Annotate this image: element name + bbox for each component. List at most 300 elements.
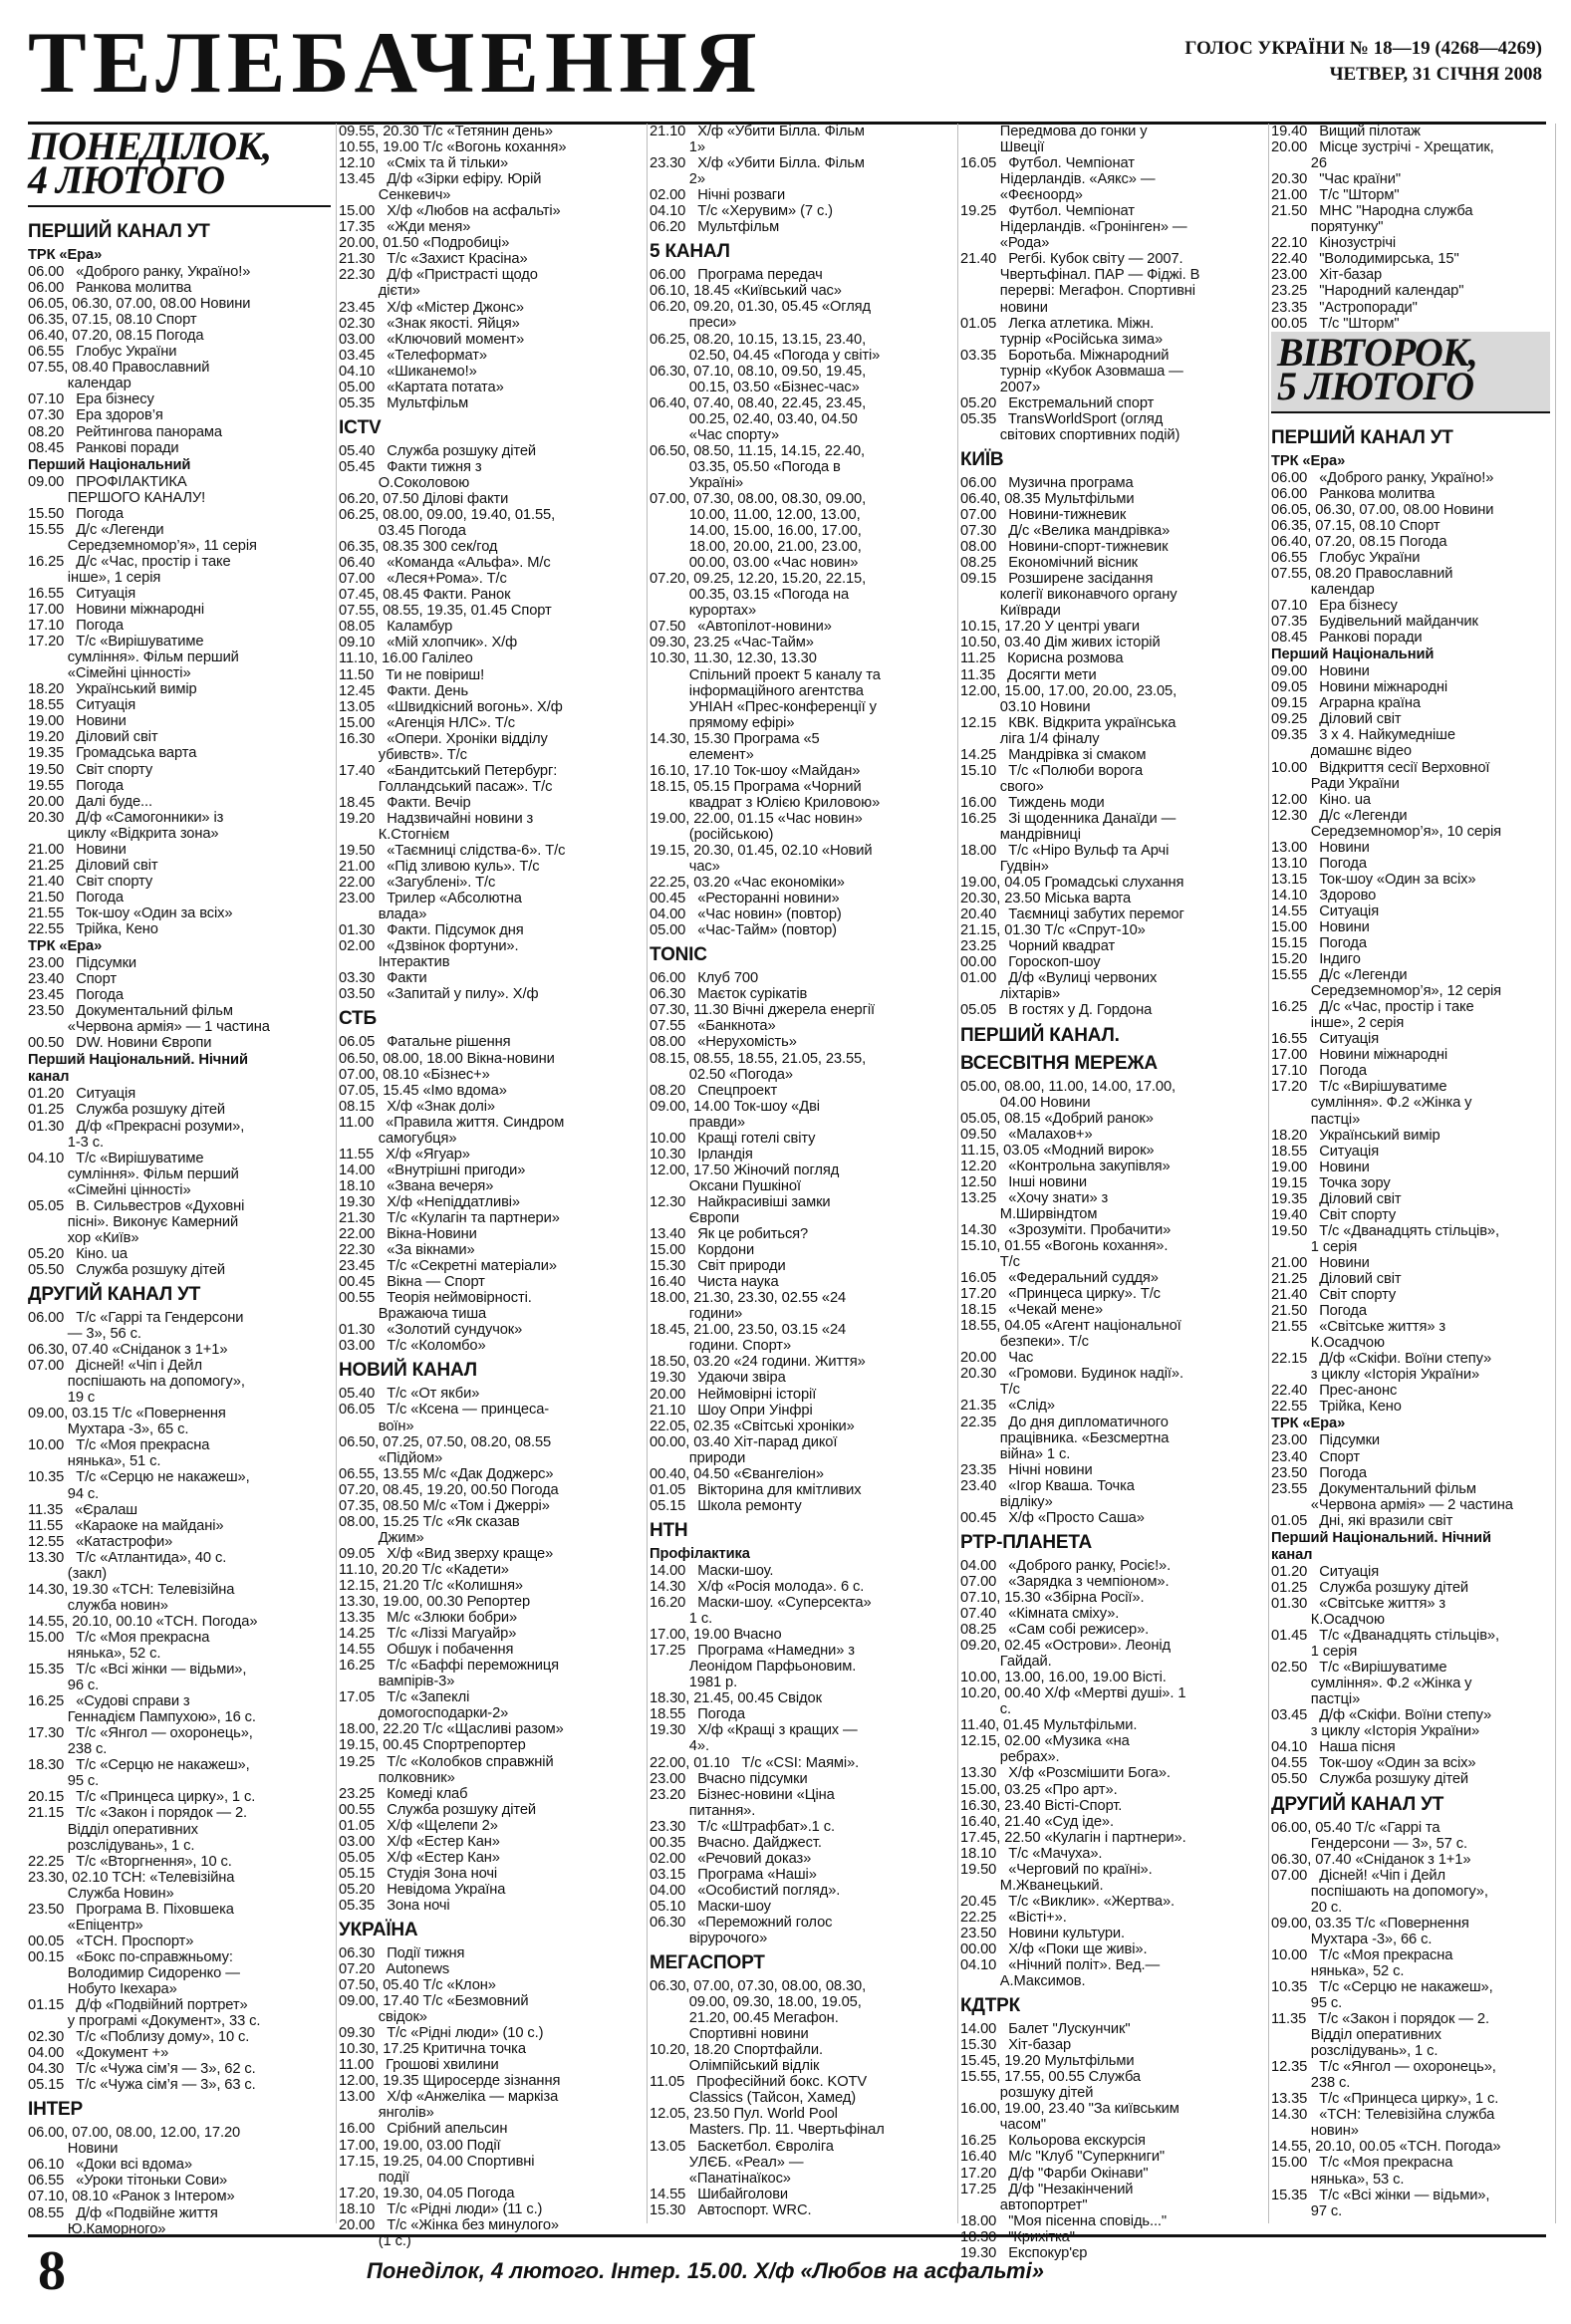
schedule-line: 21.35 «Слід» [960, 1398, 1055, 1415]
schedule-line: 06.25, 08.20, 10.15, 13.15, 23.40, [650, 331, 867, 348]
schedule-line: 22.00 «Загублені». Т/с [339, 875, 496, 892]
schedule-line: 15.00, 03.25 «Про арт». [960, 1781, 1118, 1798]
schedule-line: 06.40, 07.40, 08.40, 22.45, 23.45, [650, 394, 867, 411]
schedule-line: 05.50 Служба розшуку дітей [28, 1261, 226, 1278]
schedule-line: 22.25 «Вісті+». [960, 1909, 1067, 1926]
schedule-line: 10.30, 17.25 Критична точка [339, 2041, 526, 2058]
schedule-line: 23.45 Погода [28, 987, 124, 1004]
block-heading: канал [28, 1069, 70, 1086]
schedule-line: 06.30, 07.40 «Сніданок з 1+1» [1271, 1851, 1471, 1868]
schedule-line: нянька», 52 с. [1271, 1962, 1405, 1979]
schedule-line: 21.50 МНС "Народна служба [1271, 203, 1473, 220]
schedule-line: Мухтара -3», 65 с. [28, 1421, 189, 1438]
schedule-line: 14.30 «Зрозуміти. Пробачити» [960, 1221, 1172, 1238]
schedule-line: Мухтара -3», 66 с. [1271, 1931, 1433, 1947]
schedule-line: 00.25, 02.40, 03.40, 04.50 [650, 410, 858, 427]
schedule-line: 16.30 «Опери. Хроніки відділу [339, 730, 548, 747]
schedule-line: дієти» [339, 283, 420, 300]
schedule-line: нянька», 52 с. [28, 1645, 161, 1662]
schedule-line: 21.00 «Під зливою куль». Т/с [339, 859, 540, 876]
schedule-line: 21.55 Ток-шоу «Один за всіх» [28, 904, 233, 921]
schedule-line: 13.35 М/с «Злюки бобри» [339, 1610, 518, 1627]
schedule-line: 01.05 Х/ф «Щелепи 2» [339, 1817, 498, 1834]
schedule-line: «Епіцентр» [28, 1917, 143, 1934]
schedule-line: 08.05 Каламбур [339, 619, 453, 636]
schedule-line: Геннадієм Пампухою», 16 с. [28, 1709, 256, 1726]
schedule-line: 01.20 Ситуація [28, 1086, 136, 1103]
block-heading: Профілактика [650, 1545, 750, 1562]
schedule-line: 21.00 Новини [1271, 1254, 1370, 1271]
schedule-line: 19.40 Світ спорту [1271, 1206, 1397, 1223]
channel-heading: TONIC [650, 944, 707, 966]
schedule-line: 06.00 Програма передач [650, 267, 823, 284]
schedule-line: 07.00 Дісней! «Чіп і Дейл [28, 1358, 202, 1375]
schedule-line: 00.55 Служба розшуку дітей [339, 1801, 537, 1818]
schedule-line: Гайдай. [960, 1654, 1052, 1671]
channel-heading: МЕГАСПОРТ [650, 1952, 765, 1974]
schedule-line: 05.15 Т/с «Чужа сім’я — 3», 63 с. [28, 2077, 256, 2094]
schedule-line: 16.55 Ситуація [1271, 1031, 1380, 1048]
channel-heading: НТН [650, 1519, 688, 1541]
schedule-line: 07.00, 08.10 «Бізнес+» [339, 1066, 490, 1083]
schedule-line: домашнє відео [1271, 743, 1412, 760]
schedule-line: 10.15, 17.20 У центрі уваги [960, 619, 1140, 636]
schedule-line: 08.15 Х/ф «Знак долі» [339, 1098, 495, 1115]
channel-heading: РТР-ПЛАНЕТА [960, 1531, 1093, 1553]
schedule-line: новини [960, 299, 1048, 316]
schedule-line: Леонідом Парфьоновим. [650, 1659, 857, 1676]
schedule-line: Відділ оперативних [1271, 2027, 1441, 2044]
schedule-line: 10.55, 19.00 Т/с «Вогонь кохання» [339, 139, 567, 156]
schedule-line: 20.00, 01.50 «Подробиці» [339, 235, 510, 252]
publication-line: ГОЛОС УКРАЇНИ № 18—19 (4268—4269) [1184, 38, 1542, 59]
schedule-line: 08.00 Новини-спорт-тижневик [960, 539, 1169, 556]
schedule-line: 01.30 «Золотий сундучок» [339, 1322, 523, 1339]
schedule-line: УНІАН «Прес-конференції у [650, 698, 877, 715]
schedule-line: 10.50, 03.40 Дім живих історій [960, 635, 1161, 651]
schedule-line: 00.45 Вікна — Спорт [339, 1274, 485, 1291]
schedule-line: 19.00, 22.00, 01.15 «Час новин» [650, 810, 863, 827]
schedule-line: 05.35 Мультфільм [339, 394, 469, 411]
schedule-line: 03.45 Д/ф «Скіфи. Воїни степу» [1271, 1707, 1492, 1724]
schedule-line: 11.25 Корисна розмова [960, 650, 1124, 667]
schedule-line: ліга 1/4 фіналу [960, 730, 1100, 747]
schedule-line: 13.45 Д/ф «Зірки ефіру. Юрій [339, 171, 542, 188]
schedule-line: 18.00, 21.30, 23.30, 02.55 «24 [650, 1290, 847, 1307]
channel-heading: ДРУГИЙ КАНАЛ УТ [28, 1284, 201, 1305]
schedule-line: 07.20, 09.25, 12.20, 15.20, 22.15, [650, 571, 867, 588]
schedule-line: 07.40 «Кімната сміху». [960, 1605, 1120, 1622]
schedule-line: 01.45 Т/с «Дванадцять стільців», [1271, 1628, 1499, 1645]
schedule-line: 01.20 Ситуація [1271, 1563, 1380, 1580]
schedule-line: 06.00, 07.00, 08.00, 12.00, 17.20 [28, 2125, 241, 2142]
schedule-line: 15.35 Т/с «Всі жінки — відьми», [28, 1662, 247, 1678]
schedule-line: 10.20, 00.40 Х/ф «Мертві душі». 1 [960, 1685, 1186, 1702]
schedule-line: 16.00 Срібний апельсин [339, 2121, 508, 2138]
schedule-line: сумління». Ф.2 «Жінка у [1271, 1676, 1472, 1692]
schedule-line: 14.00, 15.00, 16.00, 17.00, [650, 523, 862, 540]
schedule-line: 19.30 Х/ф «Непіддатливі» [339, 1193, 520, 1210]
schedule-line: 06.55 «Уроки тітоньки Сови» [28, 2173, 228, 2190]
schedule-line: 18.10 Т/с «Рідні люди» (11 с.) [339, 2200, 543, 2217]
schedule-line: інформаційного агентства [650, 682, 864, 699]
schedule-line: перерві: Мегафон. Спортивні [960, 283, 1195, 300]
schedule-line: 22.25, 03.20 «Час економіки» [650, 875, 845, 892]
schedule-line: «Сімейні цінності» [28, 665, 191, 682]
schedule-line: 16.05 Футбол. Чемпіонат [960, 155, 1135, 172]
block-heading: Перший Національний [1271, 646, 1435, 663]
schedule-line: 23.50 Документальний фільм [28, 1003, 233, 1020]
schedule-line: 14.30 «ТСН: Телевізійна служба [1271, 2107, 1495, 2124]
schedule-line: 15.55, 17.55, 00.55 Служба [960, 2069, 1141, 2086]
schedule-line: Середземномор’я», 12 серія [1271, 983, 1501, 1000]
schedule-line: 03.15 Програма «Наші» [650, 1866, 817, 1883]
schedule-line: 01.30 Д/ф «Прекрасні розуми», [28, 1118, 245, 1135]
schedule-line: 16.40 М/с "Клуб "Суперкниги" [960, 2149, 1166, 2166]
schedule-line: 11.50 Ти не повіриш! [339, 666, 485, 683]
schedule-line: Інтерактив [339, 954, 450, 971]
schedule-line: К.Стогнієм [339, 826, 450, 843]
schedule-line: 18.50, 03.20 «24 години. Життя» [650, 1354, 866, 1371]
schedule-line: 03.35, 05.50 «Погода в [650, 458, 841, 475]
schedule-line: 12.30 Д/с «Легенди [1271, 807, 1408, 824]
schedule-line: вампірів-3» [339, 1674, 455, 1690]
schedule-line: 04.10 Наша пісня [1271, 1739, 1396, 1756]
schedule-line: Середземномор’я», 10 серія [1271, 823, 1501, 840]
schedule-line: прямому ефірі» [650, 714, 795, 731]
schedule-line: 06.30, 07.00, 07.30, 08.00, 08.30, [650, 1978, 867, 1995]
schedule-line: 16.05 «Федеральний суддя» [960, 1270, 1159, 1287]
schedule-line: 00.45 Х/ф «Просто Саша» [960, 1509, 1145, 1526]
tv-schedule-grid [28, 124, 1550, 2261]
schedule-line: 12.50 Інші новини [960, 1173, 1088, 1190]
schedule-line: 16.00, 19.00, 23.40 "За київським [960, 2101, 1179, 2118]
schedule-line: безпеки». Т/с [960, 1334, 1089, 1351]
schedule-line: 22.30 «За вікнами» [339, 1242, 475, 1259]
schedule-line: Володимир Сидоренко — [28, 1964, 240, 1981]
schedule-line: 09.15 Розширене засідання [960, 571, 1154, 588]
schedule-line: 19.00 Новини [28, 713, 127, 730]
schedule-line: 06.05, 06.30, 07.00, 08.00 Новини [1271, 501, 1494, 518]
schedule-line: 23.55 Документальний фільм [1271, 1480, 1476, 1497]
schedule-line: 00.05 Т/с "Шторм" [1271, 315, 1400, 332]
channel-heading: НОВИЙ КАНАЛ [339, 1360, 477, 1382]
schedule-line: 19.50 Т/с «Дванадцять стільців», [1271, 1222, 1499, 1239]
schedule-line: 22.55 Трійка, Кено [28, 920, 158, 937]
schedule-line: 21.30 Т/с «Захист Красіна» [339, 251, 528, 268]
schedule-line: 18.00, 22.20 Т/с «Щасливі разом» [339, 1721, 564, 1738]
page-footer [28, 2234, 1546, 2307]
schedule-line: 03.45 Погода [339, 523, 466, 540]
schedule-line: 04.00 «Особистий погляд». [650, 1882, 841, 1899]
schedule-line: Середземномор’я», 11 серія [28, 537, 257, 554]
schedule-line: 23.45 Х/ф «Містер Джонс» [339, 299, 524, 316]
schedule-line: 07.35, 08.50 М/с «Том і Джеррі» [339, 1497, 550, 1514]
schedule-line: Гендерсони — 3», 57 с. [1271, 1835, 1467, 1852]
schedule-line: 08.25 Економічний вісник [960, 555, 1138, 572]
schedule-line: ребрах». [960, 1749, 1060, 1766]
channel-heading: КИЇВ [960, 448, 1004, 470]
schedule-line: 12.35 Т/с «Янгол — охоронець», [1271, 2059, 1496, 2076]
schedule-line: Олімпійський відлік [650, 2058, 820, 2075]
schedule-line: 05.05 В гостях у Д. Гордона [960, 1002, 1153, 1019]
schedule-line: 06.30 Маєток сурікатів [650, 986, 808, 1003]
schedule-line: 03.00 «Ключовий момент» [339, 331, 525, 348]
schedule-line: 13.25 «Хочу знати» з [960, 1189, 1109, 1206]
schedule-line: Відділ оперативних [28, 1821, 198, 1838]
schedule-line: 23.00 Трилер «Абсолютна [339, 891, 522, 907]
schedule-line: 02.50 «Погода» [650, 1066, 793, 1083]
schedule-line: 20.45 Т/с «Виклик». «Жертва». [960, 1893, 1176, 1910]
schedule-line: 06.40, 07.20, 08.15 Погода [28, 328, 204, 345]
schedule-line: 12.15, 21.20 Т/с «Колишня» [339, 1577, 523, 1594]
schedule-line: 23.30 Т/с «Штрафбат».1 с. [650, 1818, 835, 1835]
schedule-line: 1-3 с. [28, 1134, 104, 1151]
schedule-line: 19.20 Діловий світ [28, 729, 158, 746]
block-heading: ТРК «Ера» [1271, 1416, 1346, 1432]
schedule-line: календар [1271, 581, 1375, 598]
schedule-line: 01.05 Легка атлетика. Міжн. [960, 315, 1155, 332]
schedule-line: 08.20 Рейтингова панорама [28, 423, 222, 440]
schedule-line: події [339, 2169, 410, 2186]
schedule-line: 10.00, 13.00, 16.00, 19.00 Вісті. [960, 1670, 1167, 1686]
schedule-line: 23.20 Бізнес-новини «Ціна [650, 1786, 835, 1803]
block-heading: ТРК «Ера» [1271, 452, 1346, 469]
schedule-line: 15.10 Т/с «Полюби ворога [960, 762, 1144, 779]
schedule-line: 19.25 Футбол. Чемпіонат [960, 203, 1135, 220]
channel-heading: УКРАЇНА [339, 1919, 418, 1940]
masthead [28, 15, 1546, 125]
schedule-line: Джим» [339, 1529, 424, 1546]
schedule-line: М.Ширвіндтом [960, 1205, 1098, 1222]
schedule-line: 22.40 Прес-анонс [1271, 1383, 1398, 1400]
schedule-line: 11.10, 20.20 Т/с «Кадети» [339, 1561, 509, 1578]
schedule-line: пісні». Виконує Камерний [28, 1213, 239, 1230]
schedule-line: 12.55 «Катастрофи» [28, 1533, 173, 1550]
schedule-line: 01.15 Д/ф «Подвійний портрет» [28, 1997, 248, 2014]
schedule-line: 15.30 Хіт-базар [960, 2037, 1072, 2054]
schedule-line: 06.25, 08.00, 09.00, 19.40, 01.55, [339, 507, 556, 524]
block-heading: ТРК «Ера» [28, 247, 103, 263]
masthead-info [1184, 36, 1542, 88]
channel-heading: ПЕРШИЙ КАНАЛ УТ [1271, 426, 1453, 448]
schedule-line: 12.00, 19.35 Щиросерде зізнання [339, 2073, 561, 2090]
schedule-line: 18.30 "Крихітка" [960, 2228, 1075, 2245]
schedule-line: 23.30, 02.10 ТСН: «Телевізійна [28, 1869, 235, 1886]
schedule-line: працівника. «Безсмертна [960, 1429, 1170, 1446]
schedule-line: О.Соколовою [339, 474, 470, 491]
schedule-line: 22.00, 01.10 Т/с «CSI: Маямі». [650, 1754, 860, 1771]
schedule-line: 04.00 «Час новин» (повтор) [650, 906, 842, 923]
schedule-line: 17.00 Новини міжнародні [1271, 1047, 1448, 1064]
schedule-line: полковник» [339, 1769, 455, 1786]
schedule-line: «Феєноорд» [960, 187, 1083, 204]
schedule-line: 23.25 Чорний квадрат [960, 938, 1116, 955]
schedule-line: 06.40 «Команда «Альфа». М/с [339, 555, 551, 572]
schedule-line: 17.20 Д/ф "Фарби Окінави" [960, 2165, 1149, 2182]
schedule-line: 21.40 Світ спорту [28, 873, 153, 890]
day-heading: ВІВТОРОК, 5 ЛЮТОГО [1271, 332, 1550, 413]
schedule-line: 05.10 Маски-шоу [650, 1898, 771, 1915]
schedule-line: 19.50 Світ спорту [28, 761, 153, 778]
schedule-line: 00.05 «ТСН. Проспорт» [28, 1933, 194, 1949]
schedule-line: 15.00 Т/с «Моя прекрасна [28, 1629, 210, 1646]
schedule-line: розслідувань», 1 с. [1271, 2043, 1439, 2060]
schedule-line: 15.00 Х/ф «Любов на асфальті» [339, 203, 561, 220]
schedule-line: Нідерландів. «Гронінген» — [960, 219, 1187, 236]
schedule-line: 08.20 Спецпроект [650, 1082, 778, 1099]
schedule-line: 00.00 Гороскоп-шоу [960, 954, 1101, 971]
schedule-line: 06.30, 07.10, 08.10, 09.50, 19.45, [650, 363, 867, 380]
schedule-line: 05.20 Кіно. ua [28, 1245, 128, 1262]
schedule-line: 15.55 Д/с «Легенди [28, 521, 164, 538]
schedule-line: часом" [960, 2117, 1047, 2134]
schedule-line: 1 с. [650, 1611, 713, 1628]
schedule-line: 16.25 «Судові справи з [28, 1693, 190, 1710]
schedule-line: світових спортивних подій) [960, 426, 1180, 443]
channel-heading: КДТРК [960, 1995, 1021, 2017]
schedule-line: 06.50, 08.50, 11.15, 14.15, 22.40, [650, 442, 866, 459]
issue-date: ЧЕТВЕР, 31 СІЧНЯ 2008 [1329, 64, 1542, 85]
schedule-line: з циклу «Історія України» [1271, 1723, 1480, 1740]
schedule-line: 12.00, 17.50 Жіночий погляд [650, 1162, 840, 1178]
schedule-line: Нідерландів. «Аякс» — [960, 171, 1156, 188]
schedule-line: «Рода» [960, 235, 1050, 252]
schedule-line: 07.20 Autonews [339, 1961, 450, 1978]
schedule-line: 18.45 Факти. Вечір [339, 794, 471, 811]
schedule-line: 21.25 Діловий світ [1271, 1271, 1402, 1287]
schedule-line: Спільний проект 5 каналу та [650, 666, 881, 683]
schedule-line: 20.15 Т/с «Принцеса цирку», 1 с. [28, 1789, 256, 1806]
schedule-line: 21.10 Х/ф «Убити Білла. Фільм [650, 124, 865, 139]
schedule-line: 06.30, 07.40 «Сніданок з 1+1» [28, 1342, 228, 1359]
schedule-line: 94 с. [28, 1485, 100, 1502]
schedule-line: 07.00 «Леся+Рома». Т/с [339, 571, 507, 588]
schedule-line: Оксани Пушкіної [650, 1177, 801, 1194]
schedule-line: 17.25 Д/ф "Незакінчений [960, 2181, 1134, 2197]
schedule-line: час» [650, 859, 720, 876]
schedule-line: 18.10 Т/с «Мачуха». [960, 1845, 1103, 1862]
schedule-line: 06.00 Клуб 700 [650, 970, 759, 987]
schedule-column-4 [960, 124, 1263, 2261]
schedule-line: 18.20 Український вимір [28, 681, 197, 698]
schedule-line: 16.20 Маски-шоу. «Суперсекта» [650, 1595, 872, 1612]
schedule-line: 05.00 «Картата потата» [339, 379, 504, 395]
schedule-line: 95 с. [1271, 1995, 1343, 2012]
schedule-line: 00.35, 03.15 «Погода на [650, 587, 850, 604]
schedule-line: 16.40 Чиста наука [650, 1274, 779, 1291]
schedule-line: 14.30, 15.30 Програма «5 [650, 730, 820, 747]
schedule-line: 23.45 Т/с «Секретні матеріали» [339, 1258, 557, 1275]
schedule-line: 26 [1271, 155, 1327, 172]
schedule-line: 22.05, 02.35 «Світські хроніки» [650, 1418, 855, 1434]
schedule-line: янголів» [339, 2105, 434, 2122]
schedule-line: 09.30, 23.25 «Час-Тайм» [650, 635, 814, 651]
schedule-line: 09.25 Діловий світ [1271, 711, 1402, 728]
schedule-line: 05.45 Факти тижня з [339, 458, 482, 475]
schedule-line: 02.00 Нічні розваги [650, 187, 786, 204]
schedule-line: 18.55 Погода [650, 1706, 745, 1723]
schedule-line: Передмова до гонки у [960, 124, 1148, 139]
schedule-line: години. Спорт» [650, 1338, 792, 1355]
schedule-line: Спортивні новини [650, 2026, 809, 2043]
schedule-line: 12.15, 02.00 «Музика «на [960, 1733, 1130, 1750]
schedule-line: «Червона армія» — 2 частина [1271, 1496, 1513, 1513]
schedule-line: Чвертьфінал. ПАР — Фіджі. В [960, 267, 1200, 284]
schedule-line: 01.05 Вікторина для кмітливих [650, 1481, 862, 1498]
schedule-line: новин» [1271, 2123, 1359, 2140]
schedule-line: 09.00, 17.40 Т/с «Безмовний [339, 1993, 529, 2010]
schedule-line: 00.55 Теорія неймовірності. [339, 1290, 532, 1307]
schedule-line: 21.00 Новини [28, 841, 127, 858]
schedule-line: 06.10 «Доки всі вдома» [28, 2157, 192, 2174]
schedule-line: турнір «Російська зима» [960, 331, 1164, 348]
schedule-line: 12.45 Факти. День [339, 682, 468, 699]
schedule-line: 11.05 Професійний бокс. KOTV [650, 2074, 868, 2091]
schedule-line: 21.50 Погода [28, 889, 124, 905]
schedule-line: 07.30, 11.30 Вічні джерела енергії [650, 1002, 875, 1019]
schedule-line: 06.50, 08.00, 18.00 Вікна-новини [339, 1050, 555, 1067]
schedule-line: 17.15, 19.25, 04.00 Спортивні [339, 2153, 535, 2170]
schedule-line: 18.30 Т/с «Серцю не накажеш», [28, 1757, 250, 1774]
schedule-line: 13.30 Т/с «Атлантида», 40 с. [28, 1549, 227, 1566]
schedule-line: 19.35 Діловий світ [1271, 1190, 1402, 1207]
schedule-line: 18.00 "Моя пісенна сповідь..." [960, 2212, 1168, 2229]
schedule-line: 18.00, 20.00, 21.00, 23.00, [650, 539, 862, 556]
schedule-line: 11.35 Досягти мети [960, 666, 1097, 683]
schedule-line: 07.35 Будівельний майданчик [1271, 614, 1478, 631]
schedule-line: 17.20 «Принцеса цирку». Т/с [960, 1286, 1161, 1303]
schedule-line: 07.05, 15.45 «Імо вдома» [339, 1082, 507, 1099]
schedule-line: 20.00 Далі буде... [28, 793, 152, 810]
schedule-line: мандрівниці [960, 826, 1081, 843]
schedule-line: 18.55 Ситуація [1271, 1143, 1380, 1160]
section-title: ТЕЛЕБАЧЕННЯ [28, 15, 763, 112]
schedule-line: 14.55 Обшук і побачення [339, 1642, 514, 1659]
schedule-line: 04.55 Ток-шоу «Один за всіх» [1271, 1755, 1476, 1772]
schedule-line: 11.55 «Караоке на майдані» [28, 1517, 224, 1534]
schedule-line: 05.00, 08.00, 11.00, 14.00, 17.00, [960, 1078, 1177, 1095]
schedule-line: 17.05 Т/с «Запеклі [339, 1689, 470, 1706]
schedule-line: 23.50 Програма В. Піховшека [28, 1901, 234, 1918]
schedule-line: 08.00, 15.25 Т/с «Як сказав [339, 1513, 520, 1530]
schedule-line: 21.15 Т/с «Закон і порядок — 2. [28, 1805, 248, 1822]
schedule-line: 23.00 Підсумки [28, 955, 137, 972]
schedule-line: 1 серія [1271, 1238, 1358, 1255]
schedule-line: 04.10 Т/с «Херувим» (7 с.) [650, 203, 833, 220]
schedule-line: 20.30 Д/ф «Самогонники» із [28, 809, 224, 826]
schedule-line: 15.00 Кордони [650, 1242, 755, 1259]
schedule-line: 06.20, 09.20, 01.30, 05.45 «Огляд [650, 299, 872, 316]
schedule-line: 01.30 Факти. Підсумок дня [339, 922, 524, 939]
schedule-line: 23.30 Х/ф «Убити Білла. Фільм [650, 155, 865, 172]
schedule-line: порятунку" [1271, 219, 1384, 236]
schedule-line: пастці» [1271, 1691, 1361, 1708]
schedule-line: 14.55 Ситуація [1271, 903, 1380, 919]
schedule-line: 17.10 Погода [28, 618, 124, 635]
schedule-line: Masters. Пр. 11. Чвертьфінал [650, 2122, 885, 2139]
schedule-line: 238 с. [1271, 2075, 1351, 2092]
schedule-line: 06.40, 08.35 Мультфільми [960, 490, 1135, 507]
schedule-line: 03.30 Факти [339, 970, 427, 987]
schedule-line: «Сімейні цінності» [28, 1181, 191, 1198]
schedule-line: 06.00, 05.40 Т/с «Гаррі та [1271, 1819, 1440, 1836]
channel-heading: ПЕРШИЙ КАНАЛ УТ [28, 221, 210, 242]
schedule-line: 22.30 Д/ф «Пристрасті щодо [339, 267, 538, 284]
schedule-line: 15.30 Світ природи [650, 1258, 786, 1275]
schedule-line: календар [28, 376, 131, 392]
schedule-line: 20.30 «Громови. Будинок надії». [960, 1366, 1183, 1383]
